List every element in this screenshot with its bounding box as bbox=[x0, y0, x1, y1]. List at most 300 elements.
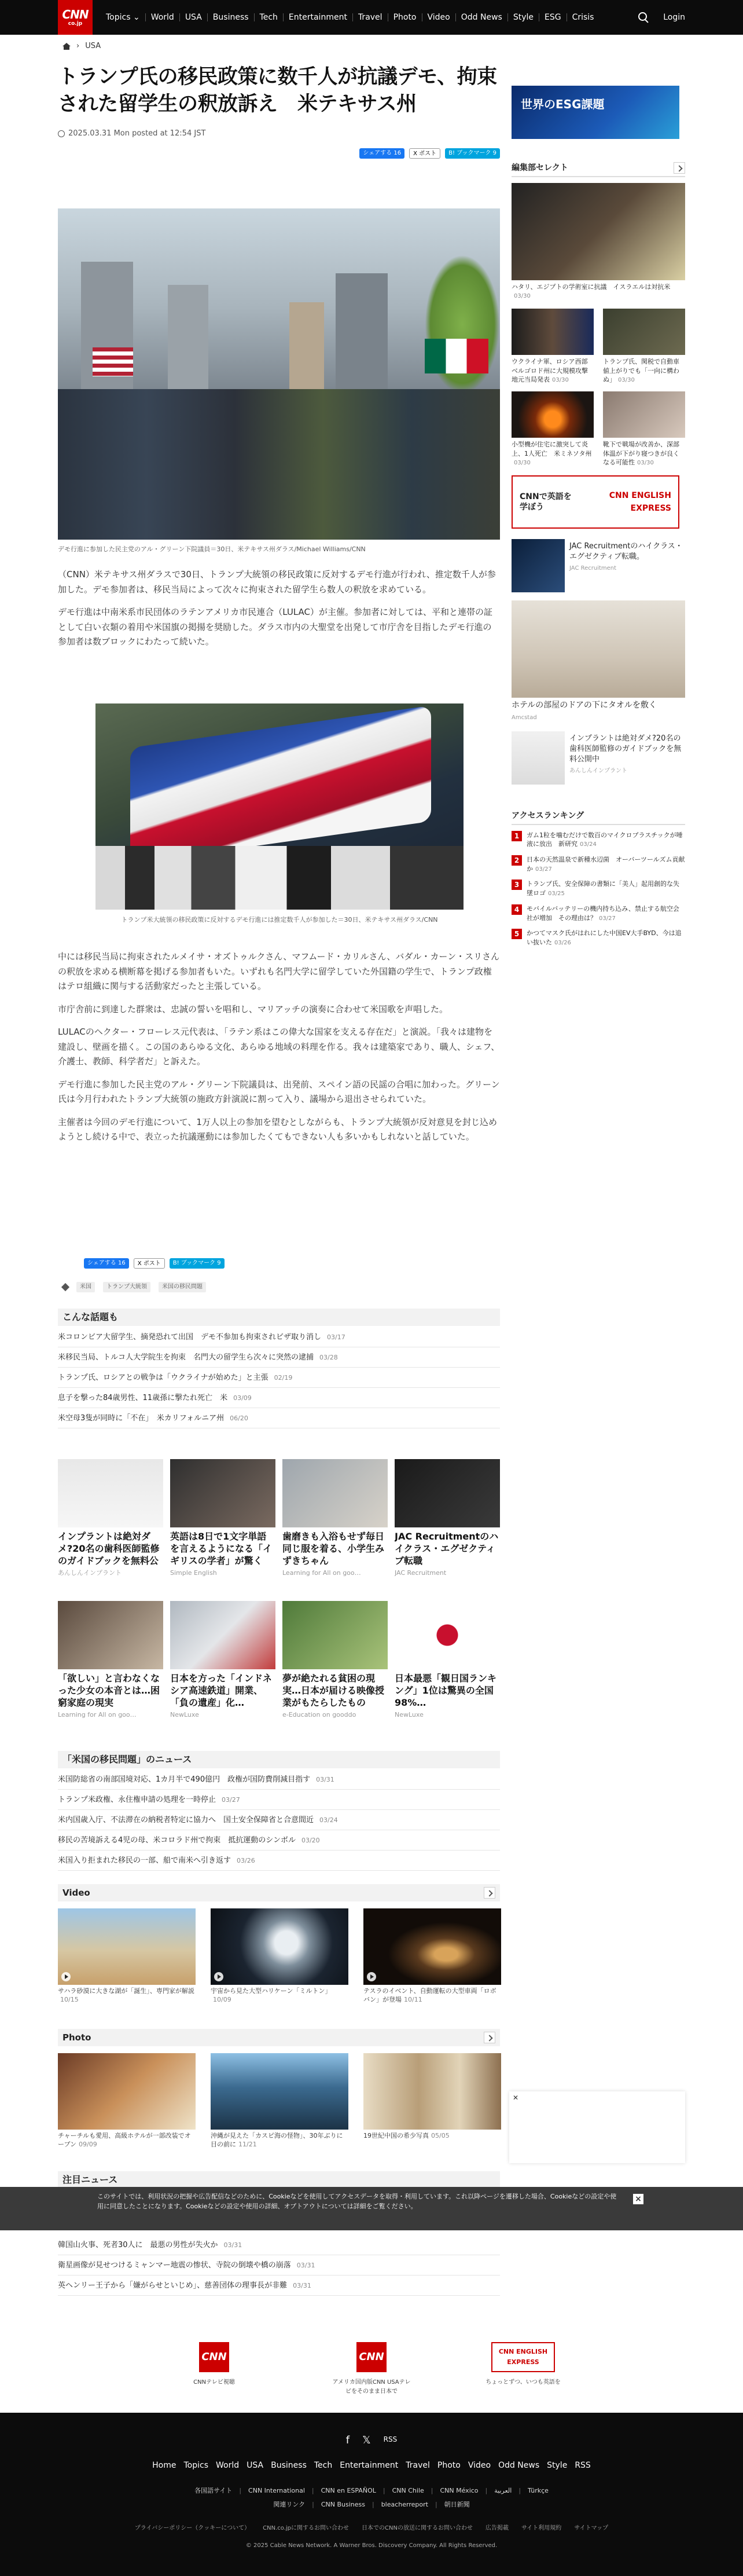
list-item[interactable] bbox=[58, 1810, 500, 1830]
close-icon[interactable]: × bbox=[633, 2194, 643, 2204]
paragraph: 中には移民当局に拘束されたルメイサ・オズトゥルクさん、マフムード・カリルさん、バダル・カーン・スリさんの釈放を求める横断幕を掲げる参加者もいた。いずれも名門大学に留学していた外国籍の学生で、トランプ政権はテロ組織に関与する活動家だったと主張している。 bbox=[58, 951, 500, 991]
promo-title: 英語は8日で1文字単語を言えるようになる「イギリスの学者」が驚く bbox=[170, 1531, 273, 1566]
link-label: CNNテレビ視聴 bbox=[193, 2379, 235, 2386]
list-item-title: 米国入り拒まれた移民の一部、船で南米へ引き返す bbox=[58, 1856, 231, 1865]
promo-source: あんしんインプラント bbox=[58, 1569, 122, 1577]
promo-title: 日本最悪「観日国ランキング」1位は驚異の全国98%… bbox=[395, 1673, 497, 1708]
pick-image bbox=[512, 391, 594, 438]
video-title bbox=[58, 1987, 196, 2005]
article-header bbox=[58, 64, 500, 159]
footer-link[interactable]: CNN en ESPAÑOL bbox=[321, 2487, 376, 2494]
paragraph: デモ行進は中南米系市民団体のラテンアメリカ市民連合（LULAC）が主催。参加者に対しては、平和と連帯の証として白い衣類の着用や米国旗の掲揚を奨励した。ダラス市内の大聖堂を出発して市庁舎を目指したデモ行進の参加者は数ブロックにわたって続いた。 bbox=[58, 607, 492, 647]
hatena-bookmark-button[interactable]: B! ブックマーク 9 bbox=[445, 148, 500, 159]
footer-nav-item[interactable]: USA bbox=[247, 2461, 264, 2470]
logo-text: CNN bbox=[62, 7, 89, 21]
rank-title: ガム1粒を噛むだけで数百のマイクロプラスチックが唾液に放出 新研究 bbox=[527, 831, 683, 848]
promo-image bbox=[170, 1459, 275, 1527]
promo-image bbox=[282, 1601, 388, 1669]
footer-link[interactable]: Türkçe bbox=[528, 2487, 549, 2494]
related-section-title: こんな話題も bbox=[58, 1309, 500, 1326]
jac-ad-image bbox=[512, 539, 565, 592]
list-item-title: 米コロンビア大留学生、摘発恐れて出国 デモ不参加も拘束されビザ取り消し bbox=[58, 1333, 322, 1342]
rank-date: 03/27 bbox=[599, 915, 616, 922]
pick-title-text: 靴下で戦場が改善か、深部体温が下がり寝つきが良くなる可能性 bbox=[603, 441, 679, 466]
chevron-right-icon[interactable] bbox=[674, 162, 685, 174]
english-express-banner[interactable] bbox=[512, 475, 679, 529]
footer-nav-item[interactable]: RSS bbox=[575, 2461, 591, 2470]
immigration-list bbox=[58, 1769, 500, 1871]
esg-ad-banner[interactable] bbox=[512, 86, 679, 139]
pick-card[interactable] bbox=[512, 391, 594, 467]
nav-item-photo[interactable]: Photo bbox=[388, 13, 422, 21]
photo-section-title: Photo bbox=[62, 2032, 91, 2043]
editors-pick-title bbox=[512, 283, 685, 301]
list-item-title: 韓国山火事、死者30人に 最悪の男性が失火か bbox=[58, 2241, 218, 2249]
esg-ad-text: 世界のESG課題 bbox=[521, 97, 605, 111]
footer-legal-link[interactable]: プライバシーポリシー（クッキーについて） bbox=[134, 2525, 251, 2531]
pick-title-text: トランプ氏、関税で自動車値上がりでも「一向に構わぬ」 bbox=[603, 358, 679, 384]
photo-row bbox=[58, 2053, 500, 2149]
related-list bbox=[58, 1327, 500, 1428]
video-section-header bbox=[58, 1884, 500, 1901]
editors-pick-title: 編集部セレクト bbox=[512, 163, 568, 173]
footer-nav-item[interactable]: Travel bbox=[406, 2461, 430, 2470]
footer-link[interactable]: العربية bbox=[494, 2487, 512, 2494]
pick-image bbox=[512, 309, 594, 355]
ranking-item[interactable] bbox=[512, 929, 685, 947]
promo-title: 歯磨きも入浴もせず毎日同じ服を着る、小学生みずきちゃん bbox=[282, 1531, 385, 1566]
rank-date: 03/26 bbox=[554, 940, 571, 947]
paragraph: （CNN）米テキサス州ダラスで30日、トランプ大統領の移民政策に反対するデモ行進が行われ、推定数千人が参加した。デモ参加者は、移民当局によって次々に拘束された留学生ら数人の釈放を求めている。 bbox=[58, 569, 496, 595]
footer-nav-item[interactable]: Entertainment bbox=[340, 2461, 399, 2470]
close-icon[interactable]: ✕ bbox=[513, 2094, 519, 2102]
ranking-item[interactable] bbox=[512, 855, 685, 874]
video-title bbox=[211, 1987, 348, 2005]
paragraph: デモ行進に参加した民主党のアル・グリーン下院議員は、出発前、スペイン語の民謡の合唱に加わった。グリーン氏は今月行われたトランプ大統領の施政方針演説に割って入り、議場から退出させられていた。 bbox=[58, 1079, 500, 1104]
list-item-date: 03/31 bbox=[223, 2241, 242, 2249]
promo-title: 「欲しい」と言わなくなった少女の本音とは…困窮家庭の現実 bbox=[58, 1673, 160, 1708]
video-title-text: 宇宙から見た大型ハリケーン「ミルトン」 bbox=[211, 1987, 332, 1995]
hatena-bookmark-button[interactable]: B! ブックマーク 9 bbox=[170, 1258, 225, 1269]
promo-image bbox=[170, 1601, 275, 1669]
footer-nav-item[interactable]: Topics bbox=[183, 2461, 209, 2470]
ranking-header bbox=[512, 808, 685, 825]
promo-title: JAC Recruitmentのハイクラス・エグゼクティブ転職 bbox=[395, 1531, 499, 1566]
pick-title bbox=[603, 440, 685, 467]
tag-icon bbox=[61, 1283, 69, 1291]
photo-thumbnail bbox=[58, 2053, 196, 2130]
nav-item-usa[interactable]: USA bbox=[180, 13, 208, 21]
rank-number: 2 bbox=[512, 855, 522, 866]
play-icon bbox=[61, 1972, 71, 1981]
promo-card[interactable] bbox=[170, 1601, 275, 1720]
photo-caption-2: トランプ米大統領の移民政策に反対するデモ行進には推定数千人が参加した＝30日、米テキサス州ダラス/CNN bbox=[121, 916, 438, 924]
pick-card[interactable] bbox=[603, 309, 685, 384]
rank-title: 日本の天然温泉で新種水辺菌 オーバーツールズム貢献か bbox=[527, 855, 685, 873]
photo-people bbox=[95, 846, 464, 910]
chevron-right-icon[interactable] bbox=[484, 2032, 495, 2043]
copyright: © 2025 Cable News Network. A Warner Bros. Discovery Company. All Rights Reserved. bbox=[245, 2542, 498, 2549]
cnn-tv-link[interactable] bbox=[174, 2342, 255, 2387]
photo-date: 09/09 bbox=[79, 2140, 97, 2148]
cnn-logo: CNN bbox=[356, 2342, 387, 2372]
immigration-section-title: 「米国の移民問題」のニュース bbox=[58, 1751, 500, 1768]
hotel-ad-source: Amcstad bbox=[512, 714, 537, 721]
footer-nav-item[interactable]: World bbox=[216, 2461, 240, 2470]
nav-item-crisis[interactable]: Crisis bbox=[572, 13, 594, 22]
footer-legal-link[interactable]: 日本でのCNNの放送に関するお問い合わせ bbox=[362, 2525, 473, 2531]
footer-nav-item[interactable]: Business bbox=[271, 2461, 307, 2470]
pick-card[interactable] bbox=[603, 391, 685, 467]
pick-card[interactable] bbox=[512, 309, 594, 384]
breadcrumb-section[interactable]: USA bbox=[85, 42, 101, 50]
facebook-icon[interactable]: f bbox=[345, 2434, 350, 2446]
rss-icon[interactable]: RSS bbox=[383, 2435, 398, 2443]
promo-title: 夢が絶たれる貧困の現実…日本が届ける映像授業がもたらしたもの bbox=[282, 1673, 385, 1708]
photo-date: 05/05 bbox=[431, 2132, 450, 2139]
tag-item[interactable]: トランプ大統領 bbox=[103, 1282, 150, 1292]
video-title-text: サハラ砂漠に大きな湖が「誕生」、専門家が解説 bbox=[58, 1987, 194, 1995]
nav-item-tech[interactable]: Tech bbox=[255, 13, 284, 21]
promo-image bbox=[58, 1459, 163, 1527]
footer-related-links: 関連リンク | CNN Business | bleacherreport | 朝日新聞 bbox=[0, 2500, 743, 2510]
video-title bbox=[363, 1987, 501, 2005]
social-links bbox=[0, 2432, 743, 2449]
sticky-ad-slot bbox=[509, 2091, 685, 2163]
english-banner-label: CNNで英語を学ぼう bbox=[520, 492, 572, 512]
cnn-usa-link[interactable] bbox=[331, 2342, 412, 2397]
tag-item[interactable]: 米国 bbox=[76, 1282, 95, 1292]
list-item[interactable] bbox=[58, 1790, 500, 1810]
pick-title-text: ハタリ、エジプトの学術室に抗議 イスラエルは対抗米 bbox=[512, 283, 671, 291]
footer-link-label: 各国語サイト bbox=[194, 2487, 233, 2494]
nav-item-esg[interactable]: ESG bbox=[539, 13, 567, 21]
x-icon[interactable]: 𝕏 bbox=[362, 2434, 371, 2446]
footer-legal-link[interactable]: CNN.co.jpに関するお問い合わせ bbox=[263, 2525, 349, 2531]
promo-source: Learning for All on goo… bbox=[282, 1569, 361, 1577]
list-item-date: 03/31 bbox=[296, 2262, 315, 2269]
video-card[interactable] bbox=[211, 1908, 348, 2005]
list-item-date: 03/31 bbox=[293, 2282, 311, 2289]
footer-link[interactable]: CNN México bbox=[440, 2487, 479, 2494]
share-buttons-bottom bbox=[84, 1258, 225, 1269]
promo-image bbox=[395, 1601, 500, 1669]
clock-icon bbox=[58, 130, 65, 137]
facebook-share-button[interactable]: シェアする 16 bbox=[359, 148, 404, 159]
nav-item-odd-news[interactable]: Odd News bbox=[456, 13, 508, 21]
large-flag bbox=[130, 705, 431, 863]
nav-item-business[interactable]: Business bbox=[208, 13, 255, 21]
english-banner-logo: CNN ENGLISH EXPRESS bbox=[609, 490, 671, 513]
ranking-item[interactable] bbox=[512, 831, 685, 849]
list-item-date: 03/24 bbox=[319, 1816, 338, 1824]
pick-title bbox=[512, 357, 594, 384]
top-right-controls bbox=[638, 0, 685, 35]
list-item[interactable] bbox=[58, 1769, 500, 1790]
list-item[interactable] bbox=[58, 1347, 500, 1368]
list-item-date: 03/28 bbox=[319, 1354, 338, 1361]
article-meta bbox=[58, 128, 500, 140]
x-post-button[interactable]: X ポスト bbox=[409, 148, 440, 159]
article-body-part2 bbox=[58, 950, 500, 1153]
editors-pick-main[interactable] bbox=[512, 183, 685, 301]
footer-international-links: 各国語サイト | CNN International | CNN en ESPAÑOL | CNN Chile | CNN México | العربية | Türkçe bbox=[0, 2486, 743, 2496]
rank-date: 03/25 bbox=[548, 891, 565, 897]
footer-nav-item[interactable]: Photo bbox=[437, 2461, 461, 2470]
promo-source: e-Education on gooddo bbox=[282, 1711, 356, 1718]
promo-grid-row-1 bbox=[58, 1459, 500, 1578]
promo-card[interactable] bbox=[395, 1601, 500, 1720]
promo-card[interactable] bbox=[395, 1459, 500, 1578]
play-icon bbox=[214, 1972, 223, 1981]
list-item-date: 06/20 bbox=[230, 1415, 248, 1422]
search-icon[interactable] bbox=[638, 12, 649, 23]
video-date: 10/11 bbox=[404, 1995, 422, 2003]
footer-legal-link[interactable]: 広告掲載 bbox=[485, 2525, 509, 2531]
footer-legal-links bbox=[0, 2524, 743, 2533]
video-section-title: Video bbox=[62, 1888, 90, 1898]
list-item[interactable] bbox=[58, 1368, 500, 1388]
article-title: トランプ氏の移民政策に数千人が抗議デモ、拘束された留学生の釈放訴え 米テキサス州 bbox=[58, 65, 497, 116]
footer-nav-item[interactable]: Video bbox=[468, 2461, 491, 2470]
tag-item[interactable]: 米国の移民問題 bbox=[159, 1282, 206, 1292]
hotel-ad[interactable] bbox=[512, 600, 685, 722]
list-item-title: 米移民当局、トルコ人大学院生を拘束 名門大の留学生ら次々に突然の逮捕 bbox=[58, 1353, 314, 1362]
footer-link-label: 関連リンク bbox=[273, 2501, 306, 2508]
sidebar bbox=[512, 86, 685, 948]
article-main-photo bbox=[58, 208, 500, 540]
nav-item-video[interactable]: Video bbox=[422, 13, 456, 21]
rank-date: 03/27 bbox=[535, 866, 552, 873]
promo-image bbox=[395, 1459, 500, 1527]
breadcrumb bbox=[62, 41, 101, 53]
paragraph: 市庁舎前に到達した群衆は、忠誠の誓いを唱和し、マリアッチの演奏に合わせて米国歌を声唱した。 bbox=[58, 1003, 448, 1014]
video-thumbnail bbox=[363, 1908, 501, 1985]
list-item-title: 衛星画像が見せつけるミャンマー地震の惨状、寺院の倒壊や橋の崩落 bbox=[58, 2261, 291, 2270]
facebook-share-button[interactable]: シェアする 16 bbox=[84, 1258, 129, 1269]
english-express-link[interactable] bbox=[483, 2342, 564, 2387]
paragraph: LULACのヘクター・フローレス元代表は、「ラテン系はこの偉大な国家を支える存在だ」と演説。「我々は建物を建設し、壁画を描く。この国のあらゆる文化、あらゆる地域の料理を作る。我々は建築家であり、職人、シェフ、介護士、教師、科学者だ」と訴えた。 bbox=[58, 1027, 500, 1067]
list-item-date: 03/27 bbox=[222, 1796, 240, 1804]
pick-date: 03/30 bbox=[637, 459, 654, 466]
photo-caption-1: デモ行進に参加した民主党のアル・グリーン下院議員＝30日、米テキサス州ダラス/Michael Williams/CNN bbox=[58, 545, 366, 553]
implant-ad[interactable] bbox=[512, 731, 685, 785]
nav-item-topics[interactable]: Topics ⌄ bbox=[101, 13, 146, 21]
english-express-logo: CNN ENGLISH EXPRESS bbox=[491, 2342, 555, 2372]
photo-title-text: 沖縄が見えた「カスピ海の怪物」、30年ぶりに目の前に bbox=[211, 2132, 343, 2148]
footer-legal-link[interactable]: サイト利用規約 bbox=[521, 2525, 562, 2531]
photo-date: 11/21 bbox=[238, 2140, 257, 2148]
video-card[interactable] bbox=[363, 1908, 501, 2005]
list-item[interactable] bbox=[58, 1327, 500, 1347]
footer-link[interactable]: 朝日新聞 bbox=[444, 2501, 470, 2508]
list-item[interactable] bbox=[58, 2255, 500, 2275]
promo-card[interactable] bbox=[58, 1459, 163, 1578]
list-item-title: 米内国歳入庁、不法滞在の納税者特定に協力へ 国土安全保障省と合意間近 bbox=[58, 1816, 314, 1824]
photo-thumbnail bbox=[211, 2053, 348, 2130]
implant-ad-source: あんしんインプラント bbox=[569, 768, 627, 775]
chevron-right-icon[interactable] bbox=[484, 1887, 495, 1899]
footer-link[interactable]: bleacherreport bbox=[381, 2501, 428, 2508]
list-item[interactable] bbox=[58, 1851, 500, 1871]
rank-number: 3 bbox=[512, 880, 522, 890]
photo-card[interactable] bbox=[58, 2053, 196, 2149]
promo-source: JAC Recruitment bbox=[395, 1569, 447, 1577]
promo-source: NewLuxe bbox=[170, 1711, 199, 1718]
implant-ad-title: インプラントは絶対ダメ?20名の歯科医師監修のガイドブックを無料公開中 bbox=[569, 734, 682, 764]
rank-number: 4 bbox=[512, 904, 522, 915]
photo-title bbox=[363, 2132, 501, 2141]
footer-link[interactable]: CNN International bbox=[248, 2487, 305, 2494]
nav-item-travel[interactable]: Travel bbox=[353, 13, 388, 21]
pick-date: 03/30 bbox=[552, 377, 569, 384]
list-item-title: 英ヘンリー王子から「嫌がらせといじめ」、慈善団体の理事長が非難 bbox=[58, 2281, 288, 2290]
more-news-title: 注目ニュース bbox=[58, 2171, 500, 2189]
photo-card[interactable] bbox=[363, 2053, 501, 2149]
footer-nav-item[interactable]: Home bbox=[152, 2461, 176, 2470]
pick-title bbox=[512, 440, 594, 467]
x-post-button[interactable]: X ポスト bbox=[134, 1258, 165, 1269]
promo-image bbox=[282, 1459, 388, 1527]
list-item-date: 02/19 bbox=[274, 1374, 293, 1382]
promo-card[interactable] bbox=[58, 1601, 163, 1720]
promo-source: Simple English bbox=[170, 1569, 217, 1577]
pick-title-text: ウクライナ軍、ロシア西部ベルゴロド州に大規模攻撃 地元当局発表 bbox=[512, 358, 594, 384]
mexico-flag bbox=[425, 339, 488, 373]
play-icon bbox=[367, 1972, 376, 1981]
rank-text bbox=[527, 904, 685, 923]
breadcrumb-separator: › bbox=[76, 42, 80, 50]
list-item-title: トランプ米政権、永住権申請の処理を一時停止 bbox=[58, 1795, 216, 1804]
list-item[interactable] bbox=[58, 2275, 500, 2296]
list-item[interactable] bbox=[58, 1830, 500, 1851]
editors-pick-image bbox=[512, 183, 685, 280]
cookie-banner bbox=[0, 2187, 743, 2230]
more-news-list bbox=[58, 2235, 500, 2296]
rank-title: かつてマスク氏がはれにした中国EV大手BYD、今は追い抜いた bbox=[527, 929, 682, 947]
pick-title-text: 小型機が住宅に激突して炎上、1人死亡 米ミネソタ州 bbox=[512, 441, 592, 457]
nav-item-style[interactable]: Style bbox=[508, 13, 539, 21]
promo-image bbox=[58, 1601, 163, 1669]
promo-card[interactable] bbox=[282, 1459, 388, 1578]
list-item-title: 息子を撃った84歳男性、11歳孫に撃たれ死亡 米 bbox=[58, 1394, 228, 1402]
pick-date: 03/30 bbox=[514, 459, 531, 466]
list-item[interactable] bbox=[58, 1408, 500, 1428]
article-tags bbox=[62, 1282, 206, 1292]
footer-legal-link[interactable]: サイトマップ bbox=[574, 2525, 609, 2531]
list-item-title: 米空母3隻が同時に「不在」 米カリフォルニア州 bbox=[58, 1414, 225, 1423]
top-navigation-bar bbox=[0, 0, 743, 35]
article-date: 2025.03.31 Mon posted at 12:54 JST bbox=[68, 129, 206, 138]
list-item-date: 03/20 bbox=[301, 1837, 320, 1844]
footer-nav-item[interactable]: Odd News bbox=[498, 2461, 540, 2470]
footer-nav bbox=[0, 2459, 743, 2472]
list-item-title: トランプ氏、ロシアとの戦争は「ウクライナが始めた」と主張 bbox=[58, 1373, 268, 1382]
promo-grid-row-2 bbox=[58, 1601, 500, 1720]
us-flag bbox=[93, 347, 133, 376]
rank-text bbox=[527, 929, 685, 947]
video-thumbnail bbox=[211, 1908, 348, 1985]
list-item-title: 米国防総省の南部国境対応、1カ月半で490億円 政権が国防費削減目指す bbox=[58, 1775, 311, 1784]
home-icon[interactable] bbox=[62, 43, 71, 50]
paragraph: 主催者は今回のデモ行進について、1万人以上の参加を望むとしながらも、トランプ大統領が反対意見を封じ込めようとし続ける中で、表立った抗議運動には参加したくてもできない人も多いかもしれないと話していた。 bbox=[58, 1116, 497, 1142]
promo-source: NewLuxe bbox=[395, 1711, 424, 1718]
rank-title: モバイルバッテリーの機内持ち込み、禁止する航空会社が増加 その理由は？ bbox=[527, 904, 679, 922]
promo-title: インプラントは絶対ダメ?20名の歯科医師監修のガイドブックを無料公 bbox=[58, 1531, 160, 1566]
jac-ad-title: JAC Recruitmentのハイクラス・エグゼクティブ転職。 bbox=[569, 541, 683, 562]
ranking-title: アクセスランキング bbox=[512, 811, 584, 820]
photo-title bbox=[211, 2132, 348, 2149]
video-date: 10/15 bbox=[60, 1995, 79, 2003]
rank-date: 03/24 bbox=[580, 841, 597, 848]
ranking-item[interactable] bbox=[512, 904, 685, 923]
list-item-title: 移民の苦境訴える4児の母、米コロラド州で拘束 抵抗運動のシンボル bbox=[58, 1836, 296, 1845]
promo-card[interactable] bbox=[170, 1459, 275, 1578]
list-item[interactable] bbox=[58, 2235, 500, 2255]
link-label: アメリカ国内版CNN USAテレビをそのまま日本で bbox=[332, 2379, 411, 2395]
editors-pick-grid bbox=[512, 309, 685, 467]
list-item-date: 03/31 bbox=[316, 1776, 334, 1783]
list-item[interactable] bbox=[58, 1388, 500, 1408]
ranking-list bbox=[512, 831, 685, 948]
editors-pick-header bbox=[512, 160, 685, 177]
implant-ad-image bbox=[512, 731, 565, 785]
list-item-date: 03/17 bbox=[327, 1333, 345, 1341]
video-row bbox=[58, 1908, 500, 2005]
login-link[interactable]: Login bbox=[663, 12, 685, 22]
video-card[interactable] bbox=[58, 1908, 196, 2005]
rank-number: 1 bbox=[512, 831, 522, 841]
rank-text bbox=[527, 831, 685, 849]
jac-ad[interactable] bbox=[512, 539, 685, 592]
cnn-logo[interactable] bbox=[58, 0, 93, 35]
rank-number: 5 bbox=[512, 929, 522, 939]
nav-item-world[interactable]: World bbox=[146, 13, 180, 21]
promo-source: Learning for All on goo… bbox=[58, 1711, 137, 1718]
photo-title-text: 19世紀中国の希少写真 bbox=[363, 2132, 429, 2139]
cookie-text: このサイトでは、利用状況の把握や広告配信などのために、Cookieなどを使用してアクセスデータを取得・利用しています。これ以降ページを遷移した場合、Cookieなどの設定や使用に同意したことになります。Cookieなどの設定や使用の詳細、オプトアウトについては詳細をご覧ください。 bbox=[97, 2193, 617, 2211]
photo-section-header bbox=[58, 2029, 500, 2046]
footer-link[interactable]: CNN Business bbox=[321, 2501, 365, 2508]
promo-title: 日本を方った「インドネシア高速鉄道」開業、「負の遺産」化… bbox=[170, 1673, 272, 1708]
jac-ad-source: JAC Recruitment bbox=[569, 565, 617, 572]
photo-title-text: チャーチルも愛用、高級ホテルが一部改装でオープン bbox=[58, 2132, 191, 2148]
hotel-ad-title: ホテルの部屋のドアの下にタオルを敷く bbox=[512, 700, 657, 710]
nav-item-entertainment[interactable]: Entertainment bbox=[284, 13, 353, 21]
article-body-part1 bbox=[58, 567, 500, 658]
footer-nav-item[interactable]: Style bbox=[547, 2461, 568, 2470]
photo-crowd bbox=[58, 389, 500, 540]
list-item-date: 03/26 bbox=[237, 1857, 255, 1864]
main-menu bbox=[101, 0, 599, 35]
footer-nav-item[interactable]: Tech bbox=[314, 2461, 333, 2470]
pick-date: 03/30 bbox=[514, 293, 531, 300]
pick-title bbox=[603, 357, 685, 384]
promo-card[interactable] bbox=[282, 1601, 388, 1720]
footer-link[interactable]: CNN Chile bbox=[392, 2487, 424, 2494]
video-title-text: テスラのイベント、自動運転の大型車両「ロボバン」が登場 bbox=[363, 1987, 496, 2003]
photo-card[interactable] bbox=[211, 2053, 348, 2149]
share-buttons-top bbox=[58, 148, 500, 159]
list-item-date: 03/09 bbox=[233, 1394, 252, 1402]
hotel-ad-image bbox=[512, 600, 685, 698]
ranking-item[interactable] bbox=[512, 880, 685, 898]
rank-text bbox=[527, 855, 685, 874]
photo-title bbox=[58, 2132, 196, 2149]
cnn-logo: CNN bbox=[199, 2342, 229, 2372]
photo-thumbnail bbox=[363, 2053, 501, 2130]
rank-text bbox=[527, 880, 685, 898]
